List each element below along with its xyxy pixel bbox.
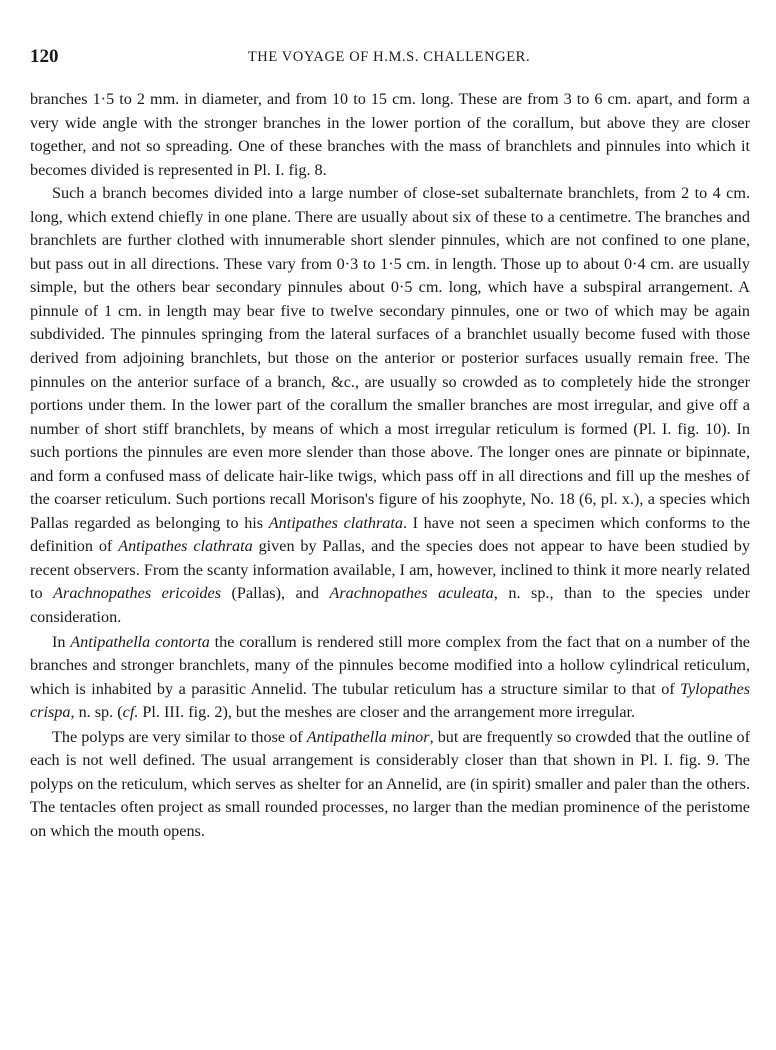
text-run: Pl. III. fig. 2), but the meshes are closer and the arrangement more irregular. — [138, 703, 636, 722]
italic-term: Antipathes clathrata — [118, 537, 253, 556]
italic-term: Arachnopathes ericoides — [53, 584, 222, 603]
page-header — [30, 46, 748, 70]
italic-term: Arachnopathes aculeata — [329, 584, 494, 603]
text-run: . I have not seen a specimen which conforms to the definition of — [30, 513, 750, 556]
paragraph — [30, 631, 750, 725]
paragraph — [30, 88, 750, 182]
text-run: given by Pallas, and the species does not appear to have been studied by recent observers. From the scanty information available, I am, however, inclined to think it more nearly related to — [30, 537, 750, 603]
text-run: the corallum is rendered still more complex from the fact that on a number of the branches and stronger branchlets, many of the pinnules become modified into a hollow cylindrical reticulum, which is inhabited by a parasitic Annelid. The tubular reticulum has a structure similar to that of — [30, 632, 750, 698]
body-text — [30, 88, 750, 844]
italic-term: Antipathella minor — [306, 727, 430, 746]
italic-term: cf. — [122, 703, 139, 722]
text-run: , but are frequently so crowded that the outline of each is not well defined. The usual arrangement is considerably closer than that shown in Pl. I. fig. 9. The polyps on the reticulum, which serves as shelter for an Annelid, are (in spirit) smaller and paler than the others. The tentacles often project as small rounded processes, no larger than the median prominence of the peristome on which the mouth opens. — [30, 727, 750, 840]
text-run: In — [52, 632, 71, 651]
italic-term: Tylopathes crispa — [30, 679, 750, 722]
italic-term: Antipathes clathrata — [268, 513, 403, 532]
text-run: branches 1·5 to 2 mm. in diameter, and from 10 to 15 cm. long. These are from 3 to 6 cm. apart, and form a very wide angle with the stronger branches in the lower portion of the corallum, but above they are closer together, and not so spreading. One of these branches with the mass of branchlets and pinnules into which it becomes divided is represented in Pl. I. fig. 8. — [30, 90, 750, 179]
running-head: THE VOYAGE OF H.M.S. CHALLENGER. — [247, 49, 531, 65]
paragraph — [30, 182, 750, 629]
paragraph — [30, 726, 750, 844]
page-number: 120 — [30, 46, 59, 67]
text-run: Such a branch becomes divided into a large number of close-set subalternate branchlets, from 2 to 4 cm. long, which extend chiefly in one plane. There are usually about six of these to a centimetre. The branches and branchlets are further clothed with innumerable short slender pinnules, which are not confined to one plane, but pass out in all directions. These vary from 0·3 to 1·5 cm. in length. Those up to about 0·4 cm. are usually simple, but the others bear secondary pinnules about 0·5 cm. long, which have a subspiral arrangement. A pinnule of 1 cm. in length may bear five to twelve secondary pinnules, one or two of which may be again subdivided. The pinnules springing from the lateral surfaces of a branchlet usually become fused with those derived from adjoining branchlets, but those on the anterior or posterior surfaces usually remain free. The pinnules on the anterior surface of a branch, &c., are usually so crowded as to completely hide the stronger portions under them. In the lower part of the corallum the smaller branches are most irregular, and give off a number of short stiff branchlets, by means of which a most irregular reticulum is formed (Pl. I. fig. 10). In such portions the pinnules are even more slender than those above. The longer ones are pinnate or bipinnate, and form a confused mass of delicate hair-like twigs, which pass off in all directions and fill up the meshes of the coarser reticulum. Such portions recall Morison's figure of his zoophyte, No. 18 (6, pl. x.), a species which Pallas regarded as belonging to his — [30, 184, 750, 532]
text-run: , n. sp., than to the species under consideration. — [30, 584, 750, 627]
text-run: The polyps are very similar to those of — [52, 727, 307, 746]
text-run: , n. sp. ( — [70, 703, 123, 722]
italic-term: Antipathella contorta — [70, 632, 210, 651]
text-run: (Pallas), and — [221, 584, 330, 603]
